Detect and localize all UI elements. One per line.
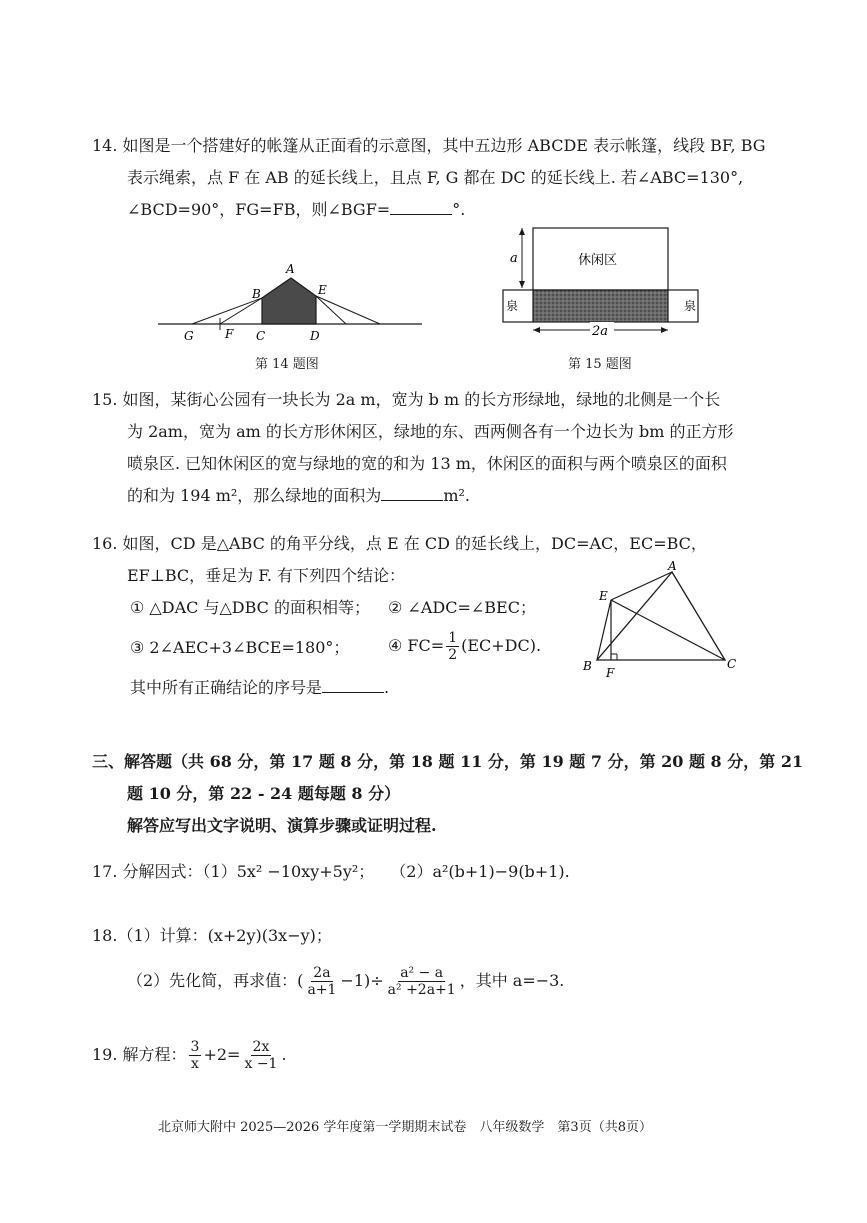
q18-p2-text: （2）先化简，再求值：( [127, 971, 304, 990]
q15-line2: 为 2am，宽为 am 的长方形休闲区，绿地的东、西两侧各有一个边长为 bm 的正方形 [127, 422, 734, 441]
answer-blank-q15 [381, 486, 443, 501]
q16-ask [130, 678, 389, 698]
fraction-numerator: 2x [252, 1039, 270, 1055]
fraction-2x-over-x-minus-1 [242, 1039, 279, 1072]
fraction-denominator: a+1 [307, 982, 337, 998]
q14-line3 [127, 200, 465, 220]
label-G: G [184, 329, 194, 343]
fraction-denominator: x −1 [244, 1056, 278, 1072]
q16-c4-text: ④ FC= [388, 636, 445, 655]
label-2a: 2a [592, 324, 609, 339]
q16-line2: EF⊥BC，垂足为 F. 有下列四个结论： [127, 566, 405, 585]
q15-line3: 喷泉区. 已知休闲区的宽与绿地的宽的和为 13 m，休闲区的面积与两个喷泉区的面积 [127, 454, 727, 473]
rest-area-label: 休闲区 [578, 253, 618, 268]
answer-blank-q16 [322, 678, 384, 693]
fraction-denominator: 2 [448, 647, 458, 663]
q15-line4 [127, 486, 470, 506]
label-F: F [225, 327, 234, 341]
q14-line3-text: ∠BCD=90°，FG=FB，则∠BGF= [127, 200, 391, 219]
fraction-2a-over-a-plus-1 [305, 965, 338, 998]
label-B: B [583, 659, 592, 673]
fraction-numerator: 3 [190, 1039, 200, 1055]
q15-caption: 第 15 题图 [568, 357, 632, 372]
label-C: C [727, 657, 737, 671]
q18-p2-end: ，其中 a=−3. [459, 971, 565, 990]
q15-line4-end: m². [443, 486, 470, 505]
q15-line1: 15. 如图，某街心公园有一块长为 2a m，宽为 b m 的长方形绿地，绿地的北侧是一个长 [92, 390, 721, 409]
q14-line1: 14. 如图是一个搭建好的帐篷从正面看的示意图，其中五边形 ABCDE 表示帐篷，线段 BF, BG [92, 136, 766, 155]
triangle-ABC [597, 572, 725, 660]
q16-c4-end: (EC+DC). [461, 636, 542, 655]
section3-instructions: 解答应写出文字说明、演算步骤或证明过程. [127, 816, 437, 835]
label-D: D [310, 329, 320, 343]
fraction-numerator: 1 [448, 630, 458, 646]
fraction-numerator: a² − a [400, 965, 444, 981]
q16-ask-end: . [384, 678, 390, 697]
q15-figure [500, 222, 710, 348]
q16-conclusion-1: ① △DAC 与△DBC 的面积相等； [130, 598, 370, 617]
q14-line2: 表示绳索，点 F 在 AB 的延长线上，且点 F, G 都在 DC 的延长线上. 若∠ABC=130°, [127, 168, 744, 187]
q19-mid: +2= [203, 1045, 241, 1064]
fountain-west-label: 泉 [506, 299, 519, 313]
label-E: E [318, 283, 327, 297]
label-B: B [252, 287, 261, 301]
label-A: A [286, 262, 295, 276]
q16-conclusion-2: ② ∠ADC=∠BEC； [388, 598, 536, 617]
q14-figure [150, 260, 440, 350]
fountain-east-label: 泉 [684, 299, 697, 313]
label-a: a [510, 251, 518, 266]
q17: 17. 分解因式：（1）5x² −10xy+5y²； （2）a²(b+1)−9(b+1). [92, 862, 570, 881]
label-C: C [256, 329, 266, 343]
q14-caption: 第 14 题图 [255, 357, 319, 372]
label-A: A [668, 560, 677, 573]
q18-p2-mid: −1)÷ [340, 971, 384, 990]
fraction-denominator: x [191, 1056, 199, 1072]
q15-line4-text: 的和为 194 m²，那么绿地的面积为 [127, 486, 382, 505]
tent-pentagon [262, 278, 316, 324]
q16-figure [575, 560, 745, 685]
q16-ask-text: 其中所有正确结论的序号是 [130, 678, 323, 697]
q16-line1: 16. 如图，CD 是△ABC 的角平分线，点 E 在 CD 的延长线上，DC=AC，EC=BC， [92, 534, 707, 553]
q16-conclusion-4 [388, 628, 541, 664]
q18-part1: 18.（1）计算：(x+2y)(3x−y)； [92, 926, 332, 945]
label-E: E [599, 589, 608, 603]
q19-end: . [281, 1045, 287, 1064]
fraction-second [386, 965, 458, 998]
label-F: F [606, 666, 615, 680]
fraction-denominator: a² +2a+1 [387, 982, 456, 998]
fraction-half [446, 630, 459, 663]
page-footer: 北京师大附中 2025—2026 学年度第一学期期末试卷 八年级数学 第3页（共8页） [158, 1120, 652, 1135]
q18-part2 [127, 962, 564, 1000]
section3-header: 三、解答题（共 68 分，第 17 题 8 分，第 18 题 11 分，第 19 题 7 分，第 20 题 8 分，第 21 [92, 752, 804, 771]
q19-text: 19. 解方程： [92, 1045, 187, 1064]
fraction-3-over-x [189, 1039, 202, 1072]
q14-line3-end: °. [452, 200, 466, 219]
q16-conclusion-3: ③ 2∠AEC+3∠BCE=180°； [130, 638, 350, 657]
answer-blank-q14 [390, 200, 452, 215]
fraction-numerator: 2a [313, 965, 331, 981]
q19 [92, 1036, 287, 1074]
green-area-rect [533, 290, 668, 322]
section3-header-cont: 题 10 分，第 22 - 24 题每题 8 分） [127, 784, 401, 803]
